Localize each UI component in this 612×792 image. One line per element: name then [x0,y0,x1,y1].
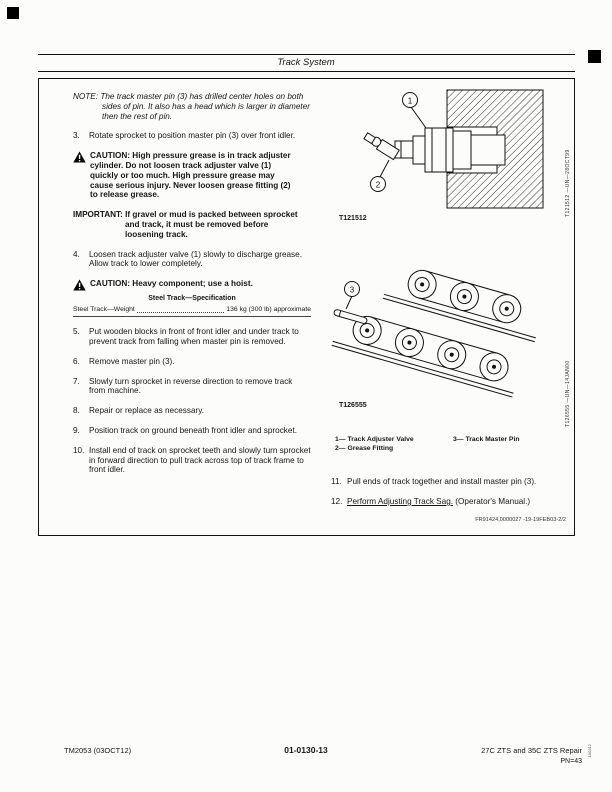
figure-side-code: T126555 —UN—14JAN00 [565,360,571,427]
caution-text: CAUTION: High pressure grease is in track adjuster cylinder. Do not loosen track adjuster valve (1) quickly or too much. High pressure grease may cause serious injury. Never loosen grease fitting (2) to release grease. [90,151,291,200]
callout-legend [335,435,569,453]
legend-col-1 [335,435,453,453]
figure-id-label: T121512 [339,215,367,222]
step-item-12 [331,497,573,507]
left-column [73,92,311,485]
step-number: 10. [73,445,85,455]
document-reference-code: FR91424,0000027 -19-19FEB03-2/2 [475,517,566,523]
spec-value: 136 kg (300 lb) approximate [226,305,311,313]
step-text: Repair or replace as necessary. [89,406,204,416]
figure-id-label: T126555 [339,402,367,409]
note-label: NOTE: [73,92,99,101]
step-number: 5. [73,327,80,337]
note-paragraph [73,92,311,121]
caution-text: CAUTION: Heavy component; use a hoist. [90,279,253,289]
step-item-11 [331,477,573,487]
section-title: Track System [277,57,335,68]
header-rule-bottom [38,71,575,72]
spec-row [73,306,311,318]
step-text: Install end of track on sprocket teeth and slowly turn sprocket in forward direction to pull track across top of track frame to front idler. [89,445,311,475]
legend-item-1: 1— Track Adjuster Valve [335,436,414,443]
step-number: 11. [331,477,342,486]
figure-side-code: T121512 —UN—28OCT99 [565,149,571,217]
content-frame [38,78,575,536]
step-number: 9. [73,425,80,435]
figure-track-adjuster [331,87,566,222]
step-text: Put wooden blocks in front of front idler and under track to prevent track from falling when master pin is removed. [89,327,299,346]
footer-print-stamp: 100312 [587,744,592,758]
step-text: Slowly turn sprocket in reverse direction to remove track from machine. [89,376,293,396]
step-number: 7. [73,376,80,386]
spec-table [73,295,311,317]
step-item-9 [73,426,311,436]
step-number: 4. [73,249,80,259]
step-number: 6. [73,356,80,366]
spec-title: Steel Track—Specification [148,294,236,302]
step-item-8 [73,406,311,416]
step-item-10 [73,446,311,475]
track-adjuster-illustration [331,87,566,212]
caution-block-hoist [73,279,311,289]
important-paragraph: IMPORTANT: If gravel or mud is packed between sprocket and track, it must be removed before loosening track. [73,210,298,239]
header-rule-top [38,54,575,55]
footer-manual-title: 27C ZTS and 35C ZTS Repair [481,746,582,755]
step-text: Position track on ground beneath front idler and sprocket. [89,425,297,435]
caution-block-grease [73,151,311,200]
step-item-5 [73,327,311,347]
callout-3: 3 [349,285,355,295]
step-text: Remove master pin (3). [89,356,175,366]
track-chain-illustration [331,251,566,399]
registration-mark-top-left [7,7,19,19]
step-number: 8. [73,406,80,416]
step-text [347,497,573,507]
spec-label: Steel Track—Weight [73,305,135,313]
step-text: Pull ends of track together and install master pin (3). [347,477,537,486]
callout-1: 1 [407,96,413,106]
spec-dot-leader [137,307,225,313]
step-text: Loosen track adjuster valve (1) slowly to discharge grease. Allow track to lower completely. [89,249,302,269]
legend-item-3: 3— Track Master Pin [453,436,520,443]
step-text: Rotate sprocket to position master pin (3) over front idler. [89,131,296,141]
step-number: 12. [331,497,343,506]
footer-page-number: 01-0130-13 [284,745,328,755]
callout-2: 2 [375,180,381,190]
footer-manual-number: TM2053 (03OCT12) [64,746,132,755]
step-item-4 [73,250,311,270]
step-number: 3. [73,131,80,141]
legend-col-2 [453,435,569,453]
cross-reference-link: Perform Adjusting Track Sag. [347,497,454,506]
step-item-7 [73,377,311,397]
figure-track-chain [331,251,566,409]
step-text-rest: (Operator's Manual.) [453,497,531,506]
step-item-3 [73,131,311,141]
warning-triangle-icon [73,151,86,163]
warning-triangle-icon [73,279,86,291]
footer-pn: PN=43 [560,758,582,765]
legend-item-2: 2— Grease Fitting [335,445,394,452]
step-item-6 [73,357,311,367]
note-text: The track master pin (3) has drilled center holes on both sides of pin. It also has a head which is larger in diameter then the rest of pin. [100,92,310,121]
